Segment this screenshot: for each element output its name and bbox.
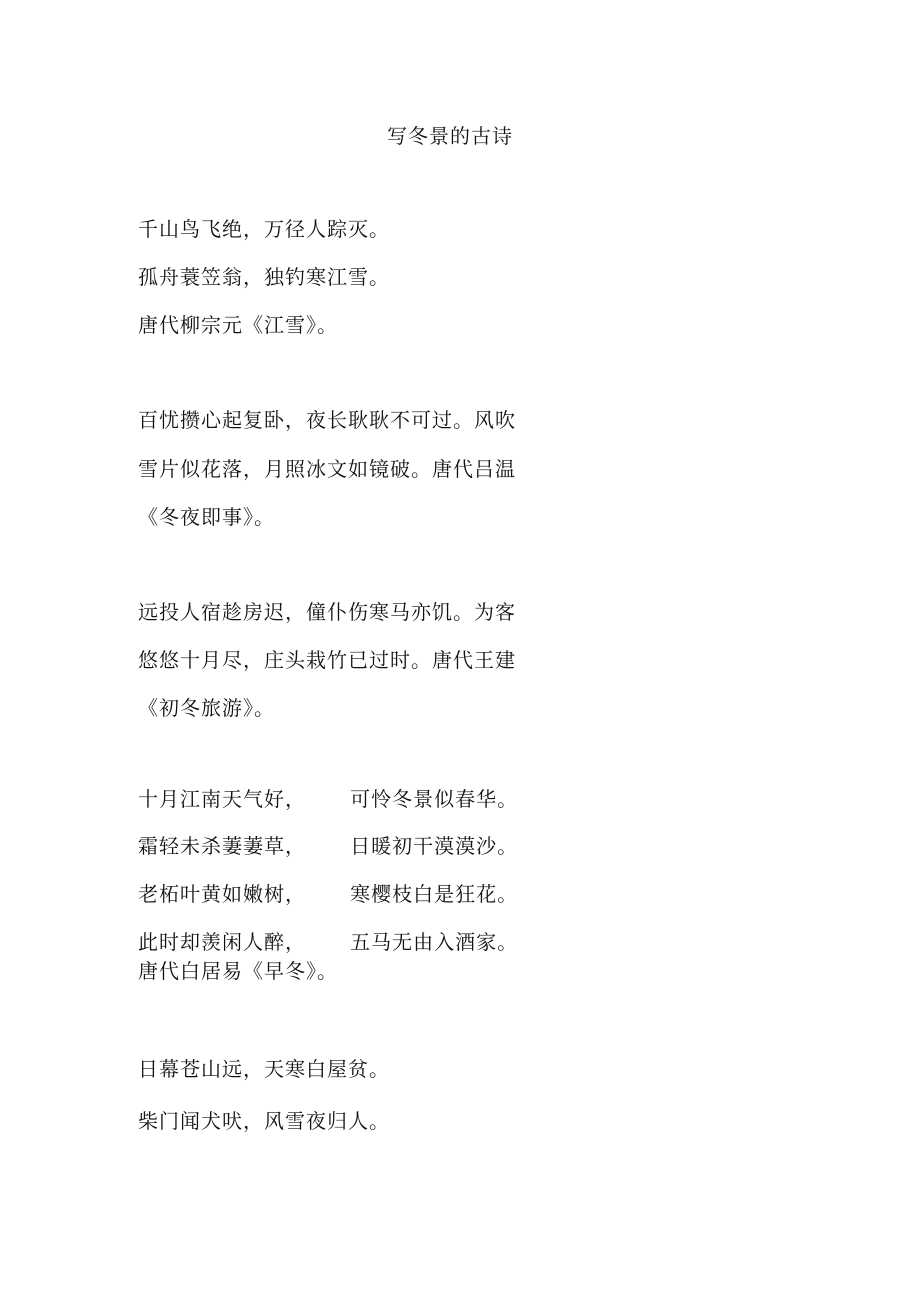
poem-line: 悠悠十月尽，庄头栽竹已过时。唐代王建 [138, 648, 516, 672]
poem-line: 孤舟蓑笠翁，独钓寒江雪。 [138, 265, 390, 289]
page-title: 写冬景的古诗 [387, 124, 513, 148]
poem-line: 霜轻未杀萋萋草， 日暖初干漠漠沙。 [138, 834, 519, 858]
poem-line: 此时却羡闲人醉， 五马无由入酒家。 [138, 930, 519, 954]
poem-line: 柴门闻犬吠，风雪夜归人。 [138, 1109, 390, 1133]
poem-line: 日幕苍山远，天寒白屋贫。 [138, 1057, 390, 1081]
poem-attribution: 唐代柳宗元《江雪》。 [138, 313, 338, 337]
poem-attribution: 唐代白居易《早冬》。 [138, 959, 338, 983]
poem-line: 远投人宿趁房迟，僮仆伤寒马亦饥。为客 [138, 600, 516, 624]
poem-line: 老柘叶黄如嫩树， 寒樱枝白是狂花。 [138, 882, 519, 906]
poem-line: 千山鸟飞绝，万径人踪灭。 [138, 217, 390, 241]
poem-line: 百忧攒心起复卧，夜长耿耿不可过。风吹 [138, 408, 516, 432]
poem-line: 雪片似花落，月照冰文如镜破。唐代吕温 [138, 457, 516, 481]
poem-attribution: 《冬夜即事》。 [138, 505, 275, 529]
poem-line: 十月江南天气好， 可怜冬景似春华。 [138, 787, 519, 811]
poem-attribution: 《初冬旅游》。 [138, 696, 275, 720]
